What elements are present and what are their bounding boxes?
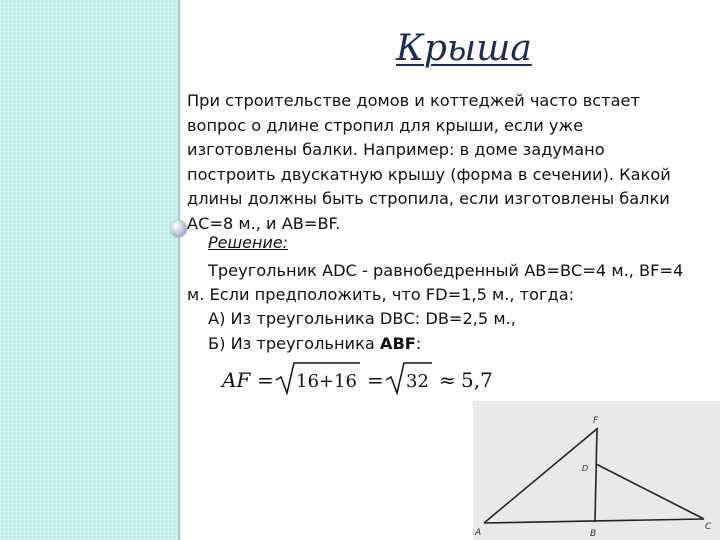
label-a: A xyxy=(475,528,482,538)
solution-heading: Решение: xyxy=(208,233,289,252)
formula-radicand-1: 16+16 xyxy=(296,371,357,392)
rafter-dc xyxy=(596,464,704,519)
label-b: B xyxy=(590,529,597,539)
solution-line: м. Если предположить, что FD=1,5 м., тогда: xyxy=(187,285,575,305)
solution-line: Треугольник АDC - равнобедренный АВ=ВС=4 м., ВF=4 xyxy=(208,261,684,280)
label-d: D xyxy=(582,464,589,473)
problem-line: длины должны быть стропила, если изготовлены балки xyxy=(187,189,670,209)
solution-text xyxy=(187,259,717,356)
beam-ac xyxy=(484,519,704,523)
formula-eq2: = xyxy=(367,368,384,392)
problem-line: вопрос о длине стропил для крыши, если уже xyxy=(187,115,584,135)
formula xyxy=(210,360,510,400)
post-bf xyxy=(595,428,597,522)
problem-line: построить двускатную крышу (форма в сечении). Какой xyxy=(187,164,671,184)
roof-diagram xyxy=(473,401,720,540)
step-b-suffix: : xyxy=(415,333,422,353)
bullet-icon xyxy=(170,220,187,237)
label-f: F xyxy=(593,416,599,426)
step-b-triangle: АВF xyxy=(379,333,416,353)
rafter-af xyxy=(484,428,598,523)
formula-approx: ≈ xyxy=(439,368,456,392)
formula-lhs: AF xyxy=(222,368,251,392)
problem-line: АС=8 м., и АВ=ВF. xyxy=(187,213,341,233)
sidebar-decoration xyxy=(0,0,180,540)
formula-eq1: = xyxy=(257,368,274,392)
step-b xyxy=(187,332,717,356)
formula-radicand-2: 32 xyxy=(406,371,429,392)
problem-line: изготовлены балки. Например: в доме задумано xyxy=(187,140,605,160)
problem-text xyxy=(187,89,717,237)
problem-line: При строительстве домов и коттеджей часто встает xyxy=(187,91,640,110)
slide-title: Крыша xyxy=(396,28,532,69)
step-b-prefix: Б) Из треугольника xyxy=(208,333,380,353)
step-a: А) Из треугольника DВС: DВ=2,5 м., xyxy=(208,309,516,329)
label-c: C xyxy=(705,522,712,532)
formula-result: 5,7 xyxy=(461,368,493,392)
